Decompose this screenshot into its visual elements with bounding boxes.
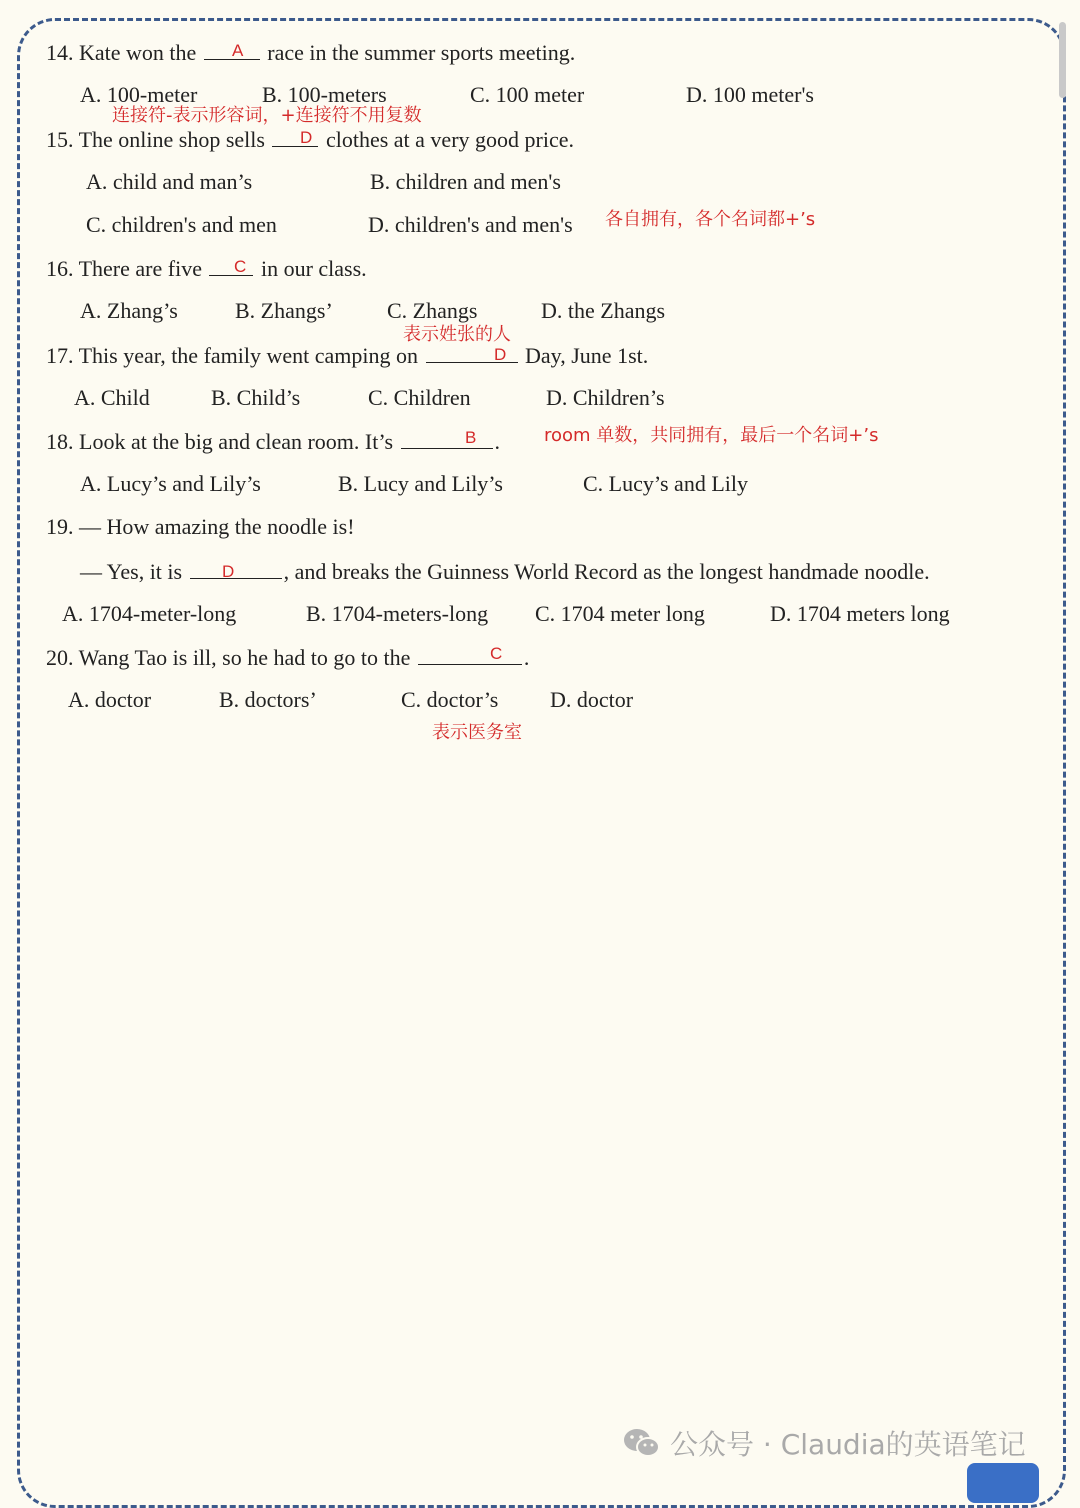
q18-note: room 单数，共同拥有，最后一个名词+’s — [544, 425, 879, 446]
q18-option-a: A. Lucy’s and Lily’s — [80, 471, 261, 496]
q16-option-b: B. Zhangs’ — [235, 298, 333, 323]
question-20 — [46, 646, 529, 669]
q20-option-c: C. doctor’s — [401, 687, 499, 712]
q16-stem-post: in our class. — [260, 256, 367, 281]
q17-answer: D — [494, 345, 507, 364]
q16-answer: C — [234, 257, 247, 276]
question-14 — [46, 41, 575, 64]
q20-option-b: B. doctors’ — [219, 687, 317, 712]
q15-option-d: D. children's and men's — [368, 212, 573, 237]
q15-option-b: B. children and men's — [370, 169, 561, 194]
corner-action-button[interactable] — [967, 1463, 1039, 1503]
q17-option-b: B. Child’s — [211, 385, 301, 410]
q16-stem-pre: 16. There are five — [46, 256, 202, 281]
q19-answer: D — [222, 562, 235, 581]
q19-option-c: C. 1704 meter long — [535, 601, 705, 626]
q14-option-b: B. 100-meters — [262, 82, 387, 107]
q17-stem-post: Day, June 1st. — [525, 343, 649, 368]
q19-option-a: A. 1704-meter-long — [62, 601, 237, 626]
q17-option-a: A. Child — [74, 385, 150, 410]
q20-option-a: A. doctor — [68, 687, 152, 712]
q15-stem-post: clothes at a very good price. — [325, 127, 574, 152]
page-border — [17, 18, 1066, 1508]
q19-option-d: D. 1704 meters long — [770, 601, 950, 626]
q20-stem-post: . — [523, 645, 530, 670]
q14-stem-post: race in the summer sports meeting. — [267, 40, 576, 65]
q18-stem-post: . — [494, 429, 501, 454]
q16-option-a: A. Zhang’s — [80, 298, 178, 323]
q20-note: 表示医务室 — [432, 722, 522, 743]
q14-answer: A — [232, 41, 244, 60]
q16-note: 表示姓张的人 — [403, 324, 511, 345]
q18-blank — [401, 430, 493, 449]
q15-note: 各自拥有，各个名词都+’s — [605, 209, 816, 230]
q14-option-d: D. 100 meter's — [686, 82, 814, 107]
q14-option-a: A. 100-meter — [80, 82, 198, 107]
q14-note: 连接符-表示形容词，+连接符不用复数 — [112, 105, 422, 126]
q17-option-d: D. Children’s — [546, 385, 665, 410]
wechat-icon — [622, 1426, 662, 1460]
q15-answer: D — [300, 128, 313, 147]
q20-option-d: D. doctor — [550, 687, 634, 712]
q18-answer: B — [465, 428, 477, 447]
watermark — [622, 1423, 1026, 1463]
question-19-reply — [80, 560, 930, 583]
q19-stem-pre: — Yes, it is — [80, 559, 183, 584]
q20-answer: C — [490, 644, 503, 663]
question-17 — [46, 344, 648, 367]
q18-option-c: C. Lucy’s and Lily — [583, 471, 748, 496]
q16-option-d: D. the Zhangs — [541, 298, 666, 323]
q17-option-c: C. Children — [368, 385, 471, 410]
q18-option-b: B. Lucy and Lily’s — [338, 471, 503, 496]
q14-option-c: C. 100 meter — [470, 82, 585, 107]
question-18 — [46, 430, 500, 453]
q18-stem-pre: 18. Look at the big and clean room. It’s — [46, 429, 394, 454]
q14-stem-pre: 14. Kate won the — [46, 40, 197, 65]
q16-blank — [209, 257, 253, 276]
q17-stem-pre: 17. This year, the family went camping on — [46, 343, 419, 368]
question-19: 19. — How amazing the noodle is! — [46, 514, 355, 539]
scrollbar[interactable] — [1059, 22, 1066, 98]
q20-blank — [418, 646, 522, 665]
q15-stem-pre: 15. The online shop sells — [46, 127, 265, 152]
q15-option-a: A. child and man’s — [86, 169, 253, 194]
q19-blank — [190, 560, 282, 579]
q20-stem-pre: 20. Wang Tao is ill, so he had to go to the — [46, 645, 411, 670]
q19-stem-post: , and breaks the Guinness World Record as the longest handmade noodle. — [283, 559, 930, 584]
watermark-text: 公众号 · Claudia的英语笔记 — [670, 1428, 1026, 1461]
q15-option-c: C. children's and men — [86, 212, 277, 237]
question-16 — [46, 257, 367, 280]
q16-option-c: C. Zhangs — [387, 298, 478, 323]
q19-option-b: B. 1704-meters-long — [306, 601, 489, 626]
